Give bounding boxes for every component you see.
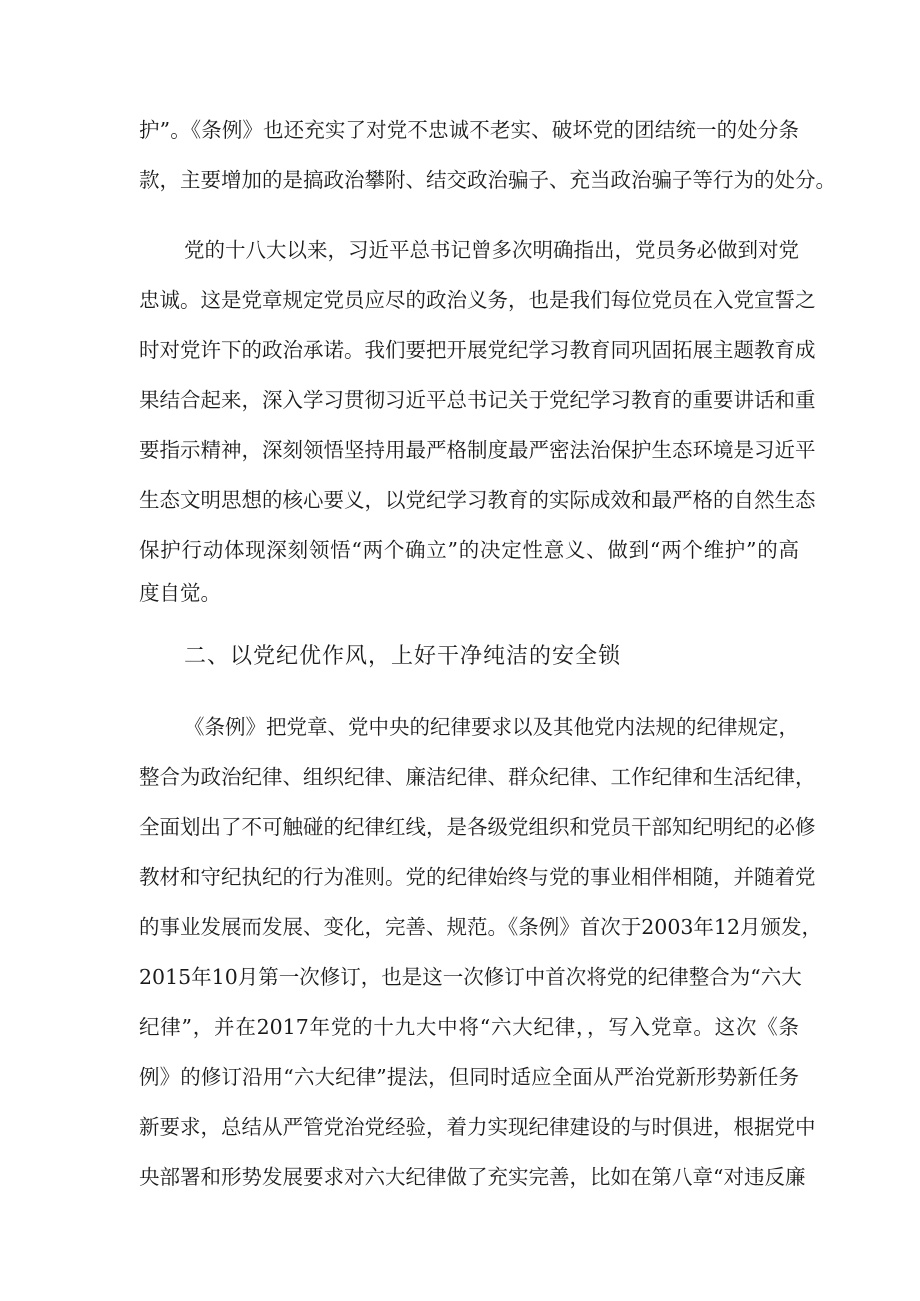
paragraph-3-line-4: 教材和守纪执纪的行为准则。党的纪律始终与党的事业相伴相随，并随着党 bbox=[139, 865, 816, 889]
paragraph-3-line-1: 《条例》把党章、党中央的纪律要求以及其他党内法规的纪律规定， bbox=[184, 715, 799, 739]
paragraph-3-line-8: 例》的修订沿用“六大纪律”提法，但同时适应全面从严治党新形势新任务 bbox=[139, 1065, 799, 1089]
paragraph-3-line-6: 2015年10月第一次修订，也是这一次修订中首次将党的纪律整合为“六大 bbox=[139, 965, 802, 989]
paragraph-3-line-2: 整合为政治纪律、组织纪律、廉洁纪律、群众纪律、工作纪律和生活纪律， bbox=[139, 765, 816, 789]
paragraph-2-line-2: 忠诚。这是党章规定党员应尽的政治义务，也是我们每位党员在入党宣誓之 bbox=[139, 288, 816, 312]
section-heading: 二、以党纪优作风，上好干净纯洁的安全锁 bbox=[184, 644, 622, 669]
paragraph-2-line-5: 要指示精神，深刻领悟坚持用最严格制度最严密法治保护生态环境是习近平 bbox=[139, 438, 816, 462]
paragraph-1-line-2: 款，主要增加的是搞政治攀附、结交政治骗子、充当政治骗子等行为的处分。 bbox=[139, 168, 836, 192]
paragraph-3-line-9: 新要求，总结从严管党治党经验，着力实现纪律建设的与时俱进，根据党中 bbox=[139, 1115, 816, 1139]
paragraph-2-line-6: 生态文明思想的核心要义，以党纪学习教育的实际成效和最严格的自然生态 bbox=[139, 488, 816, 512]
paragraph-2-line-7: 保护行动体现深刻领悟“两个确立”的决定性意义、做到“两个维护”的高 bbox=[139, 538, 799, 562]
paragraph-3-line-3: 全面划出了不可触碰的纪律红线，是各级党组织和党员干部知纪明纪的必修 bbox=[139, 815, 816, 839]
paragraph-2-line-1: 党的十八大以来，习近平总书记曾多次明确指出，党员务必做到对党 bbox=[184, 238, 799, 262]
paragraph-3-line-7: 纪律”，并在2017年党的十九大中将“六大纪律，，写入党章。这次《条 bbox=[139, 1015, 799, 1039]
paragraph-1-line-1: 护”。《条例》也还充实了对党不忠诚不老实、破坏党的团结统一的处分条 bbox=[139, 118, 799, 142]
paragraph-3-line-10: 央部署和形势发展要求对六大纪律做了充实完善，比如在第八章“对违反廉 bbox=[139, 1165, 806, 1189]
paragraph-2-line-8: 度自觉。 bbox=[139, 581, 221, 605]
paragraph-3-line-5: 的事业发展而发展、变化，完善、规范。《条例》首次于2003年12月颁发， bbox=[139, 915, 823, 939]
paragraph-2-line-3: 时对党许下的政治承诺。我们要把开展党纪学习教育同巩固拓展主题教育成 bbox=[139, 338, 816, 362]
paragraph-2-line-4: 果结合起来，深入学习贯彻习近平总书记关于党纪学习教育的重要讲话和重 bbox=[139, 388, 816, 412]
